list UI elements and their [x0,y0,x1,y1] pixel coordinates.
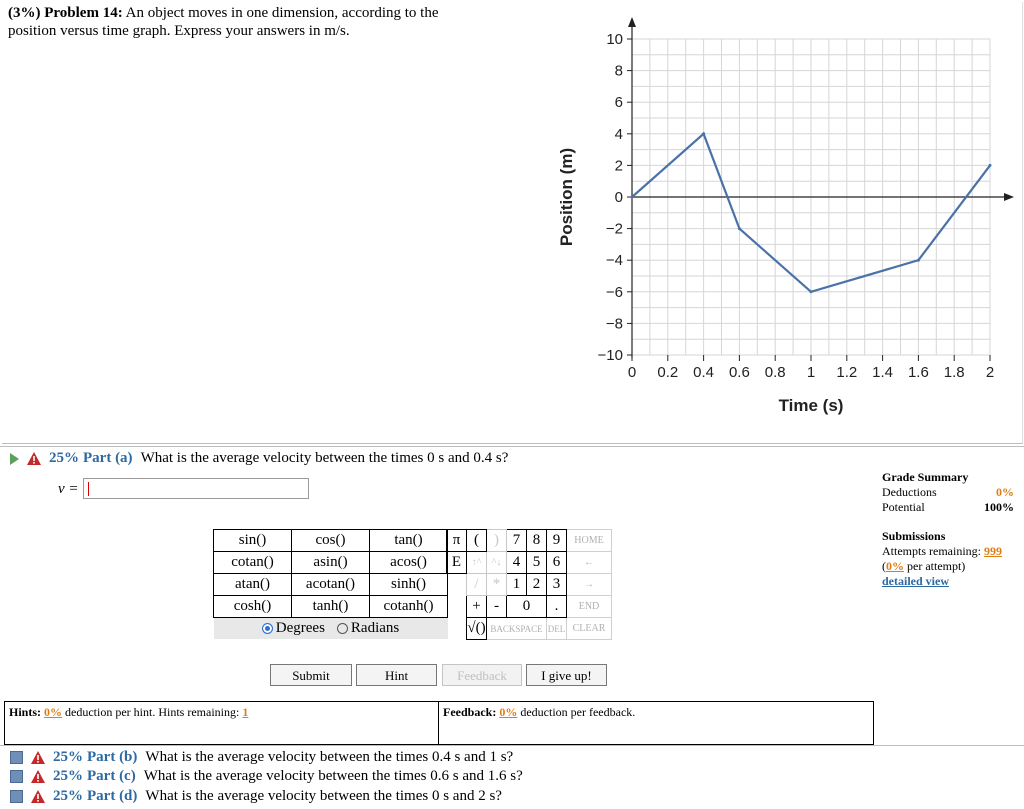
x-tick-label: 2 [985,364,995,381]
key-dot[interactable]: . [547,596,567,618]
part-c-header[interactable] [10,768,523,785]
keypad-spacer [447,596,467,618]
feedback-button[interactable]: Feedback [442,664,522,686]
key-tan[interactable]: tan() [370,530,448,552]
x-tick-label: 0.4 [693,364,715,381]
hints-text: deduction per hint. Hints remaining: [65,705,240,719]
keypad-spacer [447,618,467,640]
part-c-percent: 25% [53,768,83,784]
degrees-label: Degrees [275,620,325,636]
key-minus[interactable]: - [487,596,507,618]
key-cosh[interactable]: cosh() [214,596,292,618]
key-clear[interactable]: CLEAR [567,618,612,640]
x-tick-label: 0.8 [764,364,786,381]
part-b-label: Part (b) [87,749,138,765]
x-tick-label: 0.6 [728,364,750,381]
problem-text: An object moves in one dimension, according to the position versus time graph. Express your answers in m/s. [8,5,439,39]
warning-icon [31,770,45,783]
radians-label: Radians [350,620,400,636]
data-point [738,227,741,230]
key-cotan[interactable]: cotan() [214,552,292,574]
deductions-value: 0% [996,485,1014,499]
y-tick-label: −6 [605,283,623,301]
give-up-button[interactable]: I give up! [526,664,607,686]
keypad-spacer [447,574,467,596]
data-point [989,164,992,167]
x-tick-label: 1 [806,364,816,381]
collapsed-icon[interactable] [10,770,23,783]
key-del[interactable]: DEL [547,618,567,640]
grade-summary-title: Grade Summary [882,470,969,484]
key-2[interactable]: 2 [527,574,547,596]
key-e[interactable]: E [447,552,467,574]
x-tick-label: 1.8 [943,364,965,381]
y-tick-label: 0 [614,189,623,206]
degrees-option[interactable] [262,620,325,637]
key-5[interactable]: 5 [527,552,547,574]
part-a-percent: 25% [49,450,79,466]
x-tick-label: 1.6 [907,364,929,381]
text-caret [88,482,89,496]
divider [0,745,1024,746]
hints-box [4,701,439,745]
feedback-label: Feedback: [443,705,497,719]
y-tick-label: 4 [614,125,623,143]
problem-label: Problem 14: [44,5,123,21]
hints-deduction-percent: 0% [44,705,63,719]
key-backspace[interactable]: BACKSPACE [487,618,547,640]
key-plus[interactable]: + [467,596,487,618]
part-b-question: What is the average velocity between the times 0.4 s and 1 s? [145,749,514,765]
part-b-header[interactable] [10,749,513,766]
key-caret-down[interactable]: ^↓ [487,552,507,574]
feedback-text: deduction per feedback. [520,705,636,719]
collapsed-icon[interactable] [10,790,23,803]
per-attempt-percent: 0% [886,559,904,573]
data-point [810,290,813,293]
answer-input[interactable] [83,478,309,499]
key-0[interactable]: 0 [507,596,547,618]
potential-value: 100% [984,500,1014,514]
key-4[interactable]: 4 [507,552,527,574]
hint-button[interactable]: Hint [356,664,437,686]
part-d-header[interactable] [10,788,502,805]
expanded-arrow-icon[interactable] [10,453,19,465]
key-cotanh[interactable]: cotanh() [370,596,448,618]
x-tick-label: 1.4 [872,364,894,381]
warning-icon [27,452,41,465]
key-7[interactable]: 7 [507,530,527,552]
x-tick-label: 0.2 [657,364,679,381]
hints-label: Hints: [9,705,42,719]
part-d-percent: 25% [53,788,83,804]
number-keypad [446,529,612,640]
part-d-label: Part (d) [87,788,138,804]
deductions-label: Deductions [882,485,937,499]
key-acos[interactable]: acos() [370,552,448,574]
y-axis-label: Position (m) [557,147,576,247]
part-d-question: What is the average velocity between the times 0 s and 2 s? [145,788,502,804]
problem-statement [8,4,488,40]
y-tick-label: 2 [614,157,623,175]
data-point [702,132,705,135]
key-rparen[interactable]: ) [487,530,507,552]
detailed-view-link[interactable]: detailed view [882,574,949,588]
hints-remaining: 1 [242,705,249,719]
y-tick-label: −4 [605,252,623,270]
key-tanh[interactable]: tanh() [292,596,370,618]
attempts-value: 999 [983,544,1002,558]
collapsed-icon[interactable] [10,751,23,764]
warning-icon [31,751,45,764]
warning-icon [31,790,45,803]
key-right-arrow[interactable]: → [567,574,612,596]
key-6[interactable]: 6 [547,552,567,574]
key-atan[interactable]: atan() [214,574,292,596]
y-tick-label: 10 [606,31,623,48]
key-asin[interactable]: asin() [292,552,370,574]
key-divide[interactable]: / [467,574,487,596]
answer-label: v = [58,481,79,497]
y-tick-label: −2 [605,220,623,238]
y-tick-label: −8 [605,315,623,333]
y-tick-label: 6 [614,94,623,112]
key-home[interactable]: HOME [567,530,612,552]
key-multiply[interactable]: * [487,574,507,596]
grade-summary: Grade Summary Deductions 0% Potential 100% Submissions Attempts remaining: 999 (0% per attempt) detailed view [882,470,1014,588]
part-a-label: Part (a) [83,450,133,466]
key-pi[interactable]: π [447,530,467,552]
x-axis-label: Time (s) [778,396,844,415]
x-tick-label: 0 [627,364,637,381]
feedback-deduction-percent: 0% [499,705,518,719]
x-axis-arrow [1004,193,1014,201]
feedback-box [438,701,874,745]
key-sin[interactable]: sin() [214,530,292,552]
position-time-graph [540,8,1020,428]
x-tick-label: 1.2 [836,364,858,381]
part-a-question: What is the average velocity between the times 0 s and 0.4 s? [140,450,509,466]
y-tick-label: −10 [597,347,623,364]
key-end[interactable]: END [567,596,612,618]
radians-radio[interactable] [337,623,348,634]
potential-label: Potential [882,500,925,514]
key-acotan[interactable]: acotan() [292,574,370,596]
per-attempt-text: per attempt) [907,559,966,573]
degrees-radio[interactable] [262,623,273,634]
key-1[interactable]: 1 [507,574,527,596]
y-axis-arrow [628,17,636,27]
part-a-header[interactable] [0,446,1024,469]
key-lparen[interactable]: ( [467,530,487,552]
y-tick-label: 8 [614,62,623,80]
radians-option[interactable] [337,620,399,637]
key-sinh[interactable]: sinh() [370,574,448,596]
key-up-caret[interactable]: ↑^ [467,552,487,574]
part-c-label: Part (c) [87,768,136,784]
key-cos[interactable]: cos() [292,530,370,552]
attempts-label: Attempts remaining: [882,544,981,558]
key-3[interactable]: 3 [547,574,567,596]
part-c-question: What is the average velocity between the times 0.6 s and 1.6 s? [143,768,523,784]
key-8[interactable]: 8 [527,530,547,552]
submissions-title: Submissions [882,529,946,543]
key-left-arrow[interactable]: ← [567,552,612,574]
key-9[interactable]: 9 [547,530,567,552]
key-sqrt[interactable]: √() [467,618,487,640]
part-b-percent: 25% [53,749,83,765]
data-point [917,259,920,262]
angle-mode-selector [214,618,448,639]
submit-button[interactable]: Submit [270,664,352,686]
function-keypad [213,529,448,639]
problem-weight: (3%) [8,5,41,21]
data-point [631,196,634,199]
